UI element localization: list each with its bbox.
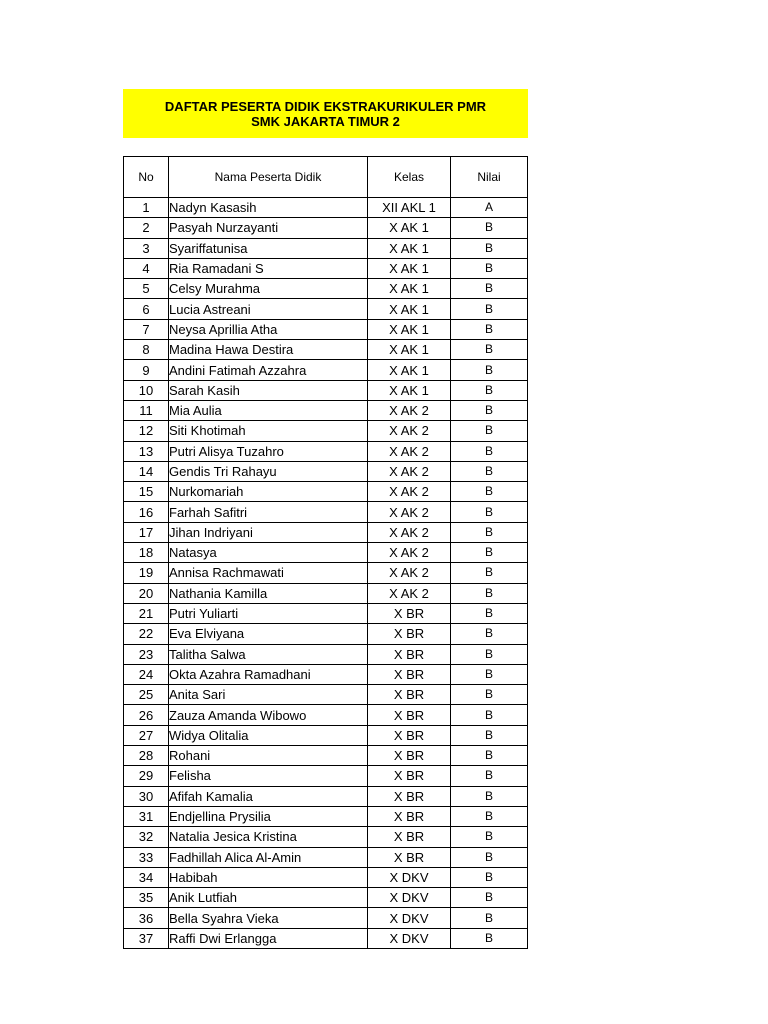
grade-cell: B bbox=[451, 421, 528, 441]
grade-cell: B bbox=[451, 847, 528, 867]
table-row bbox=[124, 725, 528, 745]
row-number: 21 bbox=[124, 603, 169, 623]
row-number: 3 bbox=[124, 238, 169, 258]
row-number: 7 bbox=[124, 319, 169, 339]
class-cell: X AK 1 bbox=[368, 340, 451, 360]
row-number: 22 bbox=[124, 624, 169, 644]
table-row bbox=[124, 908, 528, 928]
class-cell: X AK 2 bbox=[368, 583, 451, 603]
grade-cell: B bbox=[451, 380, 528, 400]
class-cell: X BR bbox=[368, 827, 451, 847]
row-number: 25 bbox=[124, 685, 169, 705]
header-name: Nama Peserta Didik bbox=[169, 157, 368, 198]
class-cell: X BR bbox=[368, 664, 451, 684]
row-number: 9 bbox=[124, 360, 169, 380]
row-number: 20 bbox=[124, 583, 169, 603]
grade-cell: B bbox=[451, 218, 528, 238]
grade-cell: B bbox=[451, 583, 528, 603]
table-row bbox=[124, 685, 528, 705]
table-row bbox=[124, 502, 528, 522]
student-name: Gendis Tri Rahayu bbox=[169, 461, 368, 481]
table-row bbox=[124, 786, 528, 806]
row-number: 11 bbox=[124, 400, 169, 420]
row-number: 33 bbox=[124, 847, 169, 867]
class-cell: X BR bbox=[368, 705, 451, 725]
row-number: 10 bbox=[124, 380, 169, 400]
grade-cell: B bbox=[451, 522, 528, 542]
table-row bbox=[124, 766, 528, 786]
header-no: No bbox=[124, 157, 169, 198]
row-number: 2 bbox=[124, 218, 169, 238]
class-cell: X DKV bbox=[368, 867, 451, 887]
class-cell: X AK 1 bbox=[368, 319, 451, 339]
student-name: Lucia Astreani bbox=[169, 299, 368, 319]
table-row bbox=[124, 563, 528, 583]
student-name: Endjellina Prysilia bbox=[169, 806, 368, 826]
student-name: Andini Fatimah Azzahra bbox=[169, 360, 368, 380]
table-header-row bbox=[124, 157, 528, 198]
class-cell: X AK 2 bbox=[368, 400, 451, 420]
grade-cell: B bbox=[451, 766, 528, 786]
table-row bbox=[124, 400, 528, 420]
grade-cell: A bbox=[451, 198, 528, 218]
class-cell: X BR bbox=[368, 786, 451, 806]
class-cell: X AK 2 bbox=[368, 441, 451, 461]
grade-cell: B bbox=[451, 685, 528, 705]
student-name: Siti Khotimah bbox=[169, 421, 368, 441]
row-number: 19 bbox=[124, 563, 169, 583]
class-cell: X AK 1 bbox=[368, 238, 451, 258]
participant-table bbox=[123, 156, 528, 949]
student-name: Farhah Safitri bbox=[169, 502, 368, 522]
table-row bbox=[124, 644, 528, 664]
student-name: Natasya bbox=[169, 543, 368, 563]
student-name: Raffi Dwi Erlangga bbox=[169, 928, 368, 948]
class-cell: X AK 1 bbox=[368, 258, 451, 278]
grade-cell: B bbox=[451, 908, 528, 928]
grade-cell: B bbox=[451, 664, 528, 684]
table-row bbox=[124, 624, 528, 644]
grade-cell: B bbox=[451, 644, 528, 664]
grade-cell: B bbox=[451, 319, 528, 339]
table-row bbox=[124, 827, 528, 847]
table-row bbox=[124, 218, 528, 238]
grade-cell: B bbox=[451, 502, 528, 522]
student-name: Rohani bbox=[169, 746, 368, 766]
grade-cell: B bbox=[451, 603, 528, 623]
row-number: 12 bbox=[124, 421, 169, 441]
table-row bbox=[124, 421, 528, 441]
student-name: Nadyn Kasasih bbox=[169, 198, 368, 218]
grade-cell: B bbox=[451, 563, 528, 583]
row-number: 32 bbox=[124, 827, 169, 847]
row-number: 5 bbox=[124, 279, 169, 299]
student-name: Natalia Jesica Kristina bbox=[169, 827, 368, 847]
table-row bbox=[124, 746, 528, 766]
document-subtitle: SMK JAKARTA TIMUR 2 bbox=[251, 113, 400, 129]
student-name: Anita Sari bbox=[169, 685, 368, 705]
table-row bbox=[124, 705, 528, 725]
student-name: Nathania Kamilla bbox=[169, 583, 368, 603]
class-cell: X BR bbox=[368, 624, 451, 644]
student-name: Habibah bbox=[169, 867, 368, 887]
table-row bbox=[124, 441, 528, 461]
grade-cell: B bbox=[451, 258, 528, 278]
grade-cell: B bbox=[451, 806, 528, 826]
class-cell: X AK 1 bbox=[368, 299, 451, 319]
student-name: Felisha bbox=[169, 766, 368, 786]
student-name: Nurkomariah bbox=[169, 482, 368, 502]
table-row bbox=[124, 482, 528, 502]
grade-cell: B bbox=[451, 888, 528, 908]
table-row bbox=[124, 522, 528, 542]
grade-cell: B bbox=[451, 928, 528, 948]
grade-cell: B bbox=[451, 279, 528, 299]
row-number: 36 bbox=[124, 908, 169, 928]
row-number: 27 bbox=[124, 725, 169, 745]
class-cell: X AK 1 bbox=[368, 380, 451, 400]
student-name: Ria Ramadani S bbox=[169, 258, 368, 278]
class-cell: X DKV bbox=[368, 888, 451, 908]
class-cell: X AK 2 bbox=[368, 461, 451, 481]
table-row bbox=[124, 928, 528, 948]
grade-cell: B bbox=[451, 746, 528, 766]
table-row bbox=[124, 380, 528, 400]
grade-cell: B bbox=[451, 461, 528, 481]
class-cell: X BR bbox=[368, 766, 451, 786]
row-number: 35 bbox=[124, 888, 169, 908]
table-row bbox=[124, 198, 528, 218]
table-row bbox=[124, 664, 528, 684]
student-name: Celsy Murahma bbox=[169, 279, 368, 299]
row-number: 1 bbox=[124, 198, 169, 218]
row-number: 18 bbox=[124, 543, 169, 563]
student-name: Eva Elviyana bbox=[169, 624, 368, 644]
grade-cell: B bbox=[451, 482, 528, 502]
row-number: 23 bbox=[124, 644, 169, 664]
table-body bbox=[124, 198, 528, 949]
student-name: Afifah Kamalia bbox=[169, 786, 368, 806]
student-name: Fadhillah Alica Al-Amin bbox=[169, 847, 368, 867]
row-number: 24 bbox=[124, 664, 169, 684]
row-number: 34 bbox=[124, 867, 169, 887]
row-number: 16 bbox=[124, 502, 169, 522]
student-name: Bella Syahra Vieka bbox=[169, 908, 368, 928]
document-title: DAFTAR PESERTA DIDIK EKSTRAKURIKULER PMR bbox=[164, 98, 487, 114]
class-cell: X AK 1 bbox=[368, 218, 451, 238]
grade-cell: B bbox=[451, 786, 528, 806]
row-number: 28 bbox=[124, 746, 169, 766]
student-name: Sarah Kasih bbox=[169, 380, 368, 400]
grade-cell: B bbox=[451, 827, 528, 847]
table-row bbox=[124, 847, 528, 867]
student-name: Talitha Salwa bbox=[169, 644, 368, 664]
row-number: 30 bbox=[124, 786, 169, 806]
grade-cell: B bbox=[451, 441, 528, 461]
class-cell: X BR bbox=[368, 685, 451, 705]
row-number: 29 bbox=[124, 766, 169, 786]
grade-cell: B bbox=[451, 624, 528, 644]
table-row bbox=[124, 603, 528, 623]
class-cell: X BR bbox=[368, 603, 451, 623]
class-cell: X BR bbox=[368, 725, 451, 745]
class-cell: X AK 2 bbox=[368, 482, 451, 502]
table-row bbox=[124, 279, 528, 299]
table-row bbox=[124, 888, 528, 908]
class-cell: X AK 1 bbox=[368, 279, 451, 299]
row-number: 17 bbox=[124, 522, 169, 542]
grade-cell: B bbox=[451, 867, 528, 887]
student-name: Mia Aulia bbox=[169, 400, 368, 420]
table-row bbox=[124, 867, 528, 887]
table-row bbox=[124, 461, 528, 481]
grade-cell: B bbox=[451, 299, 528, 319]
grade-cell: B bbox=[451, 360, 528, 380]
class-cell: X AK 1 bbox=[368, 360, 451, 380]
table-row bbox=[124, 238, 528, 258]
student-name: Zauza Amanda Wibowo bbox=[169, 705, 368, 725]
class-cell: X DKV bbox=[368, 908, 451, 928]
table-row bbox=[124, 543, 528, 563]
student-name: Neysa Aprillia Atha bbox=[169, 319, 368, 339]
class-cell: X BR bbox=[368, 644, 451, 664]
row-number: 14 bbox=[124, 461, 169, 481]
grade-cell: B bbox=[451, 400, 528, 420]
student-name: Syariffatunisa bbox=[169, 238, 368, 258]
document-title-banner bbox=[123, 89, 528, 138]
class-cell: X BR bbox=[368, 746, 451, 766]
student-name: Widya Olitalia bbox=[169, 725, 368, 745]
student-name: Anik Lutfiah bbox=[169, 888, 368, 908]
grade-cell: B bbox=[451, 238, 528, 258]
table-row bbox=[124, 360, 528, 380]
table-row bbox=[124, 258, 528, 278]
row-number: 26 bbox=[124, 705, 169, 725]
class-cell: XII AKL 1 bbox=[368, 198, 451, 218]
row-number: 13 bbox=[124, 441, 169, 461]
student-name: Okta Azahra Ramadhani bbox=[169, 664, 368, 684]
table-row bbox=[124, 299, 528, 319]
class-cell: X DKV bbox=[368, 928, 451, 948]
student-name: Annisa Rachmawati bbox=[169, 563, 368, 583]
table-row bbox=[124, 583, 528, 603]
grade-cell: B bbox=[451, 725, 528, 745]
class-cell: X AK 2 bbox=[368, 502, 451, 522]
row-number: 6 bbox=[124, 299, 169, 319]
student-name: Pasyah Nurzayanti bbox=[169, 218, 368, 238]
row-number: 31 bbox=[124, 806, 169, 826]
student-name: Putri Yuliarti bbox=[169, 603, 368, 623]
header-nilai: Nilai bbox=[451, 157, 528, 198]
row-number: 15 bbox=[124, 482, 169, 502]
grade-cell: B bbox=[451, 340, 528, 360]
table-row bbox=[124, 806, 528, 826]
class-cell: X AK 2 bbox=[368, 543, 451, 563]
table-row bbox=[124, 340, 528, 360]
grade-cell: B bbox=[451, 543, 528, 563]
student-name: Madina Hawa Destira bbox=[169, 340, 368, 360]
row-number: 4 bbox=[124, 258, 169, 278]
row-number: 8 bbox=[124, 340, 169, 360]
class-cell: X AK 2 bbox=[368, 421, 451, 441]
class-cell: X BR bbox=[368, 806, 451, 826]
student-name: Jihan Indriyani bbox=[169, 522, 368, 542]
grade-cell: B bbox=[451, 705, 528, 725]
table-row bbox=[124, 319, 528, 339]
class-cell: X AK 2 bbox=[368, 563, 451, 583]
student-name: Putri Alisya Tuzahro bbox=[169, 441, 368, 461]
header-kelas: Kelas bbox=[368, 157, 451, 198]
class-cell: X AK 2 bbox=[368, 522, 451, 542]
row-number: 37 bbox=[124, 928, 169, 948]
class-cell: X BR bbox=[368, 847, 451, 867]
